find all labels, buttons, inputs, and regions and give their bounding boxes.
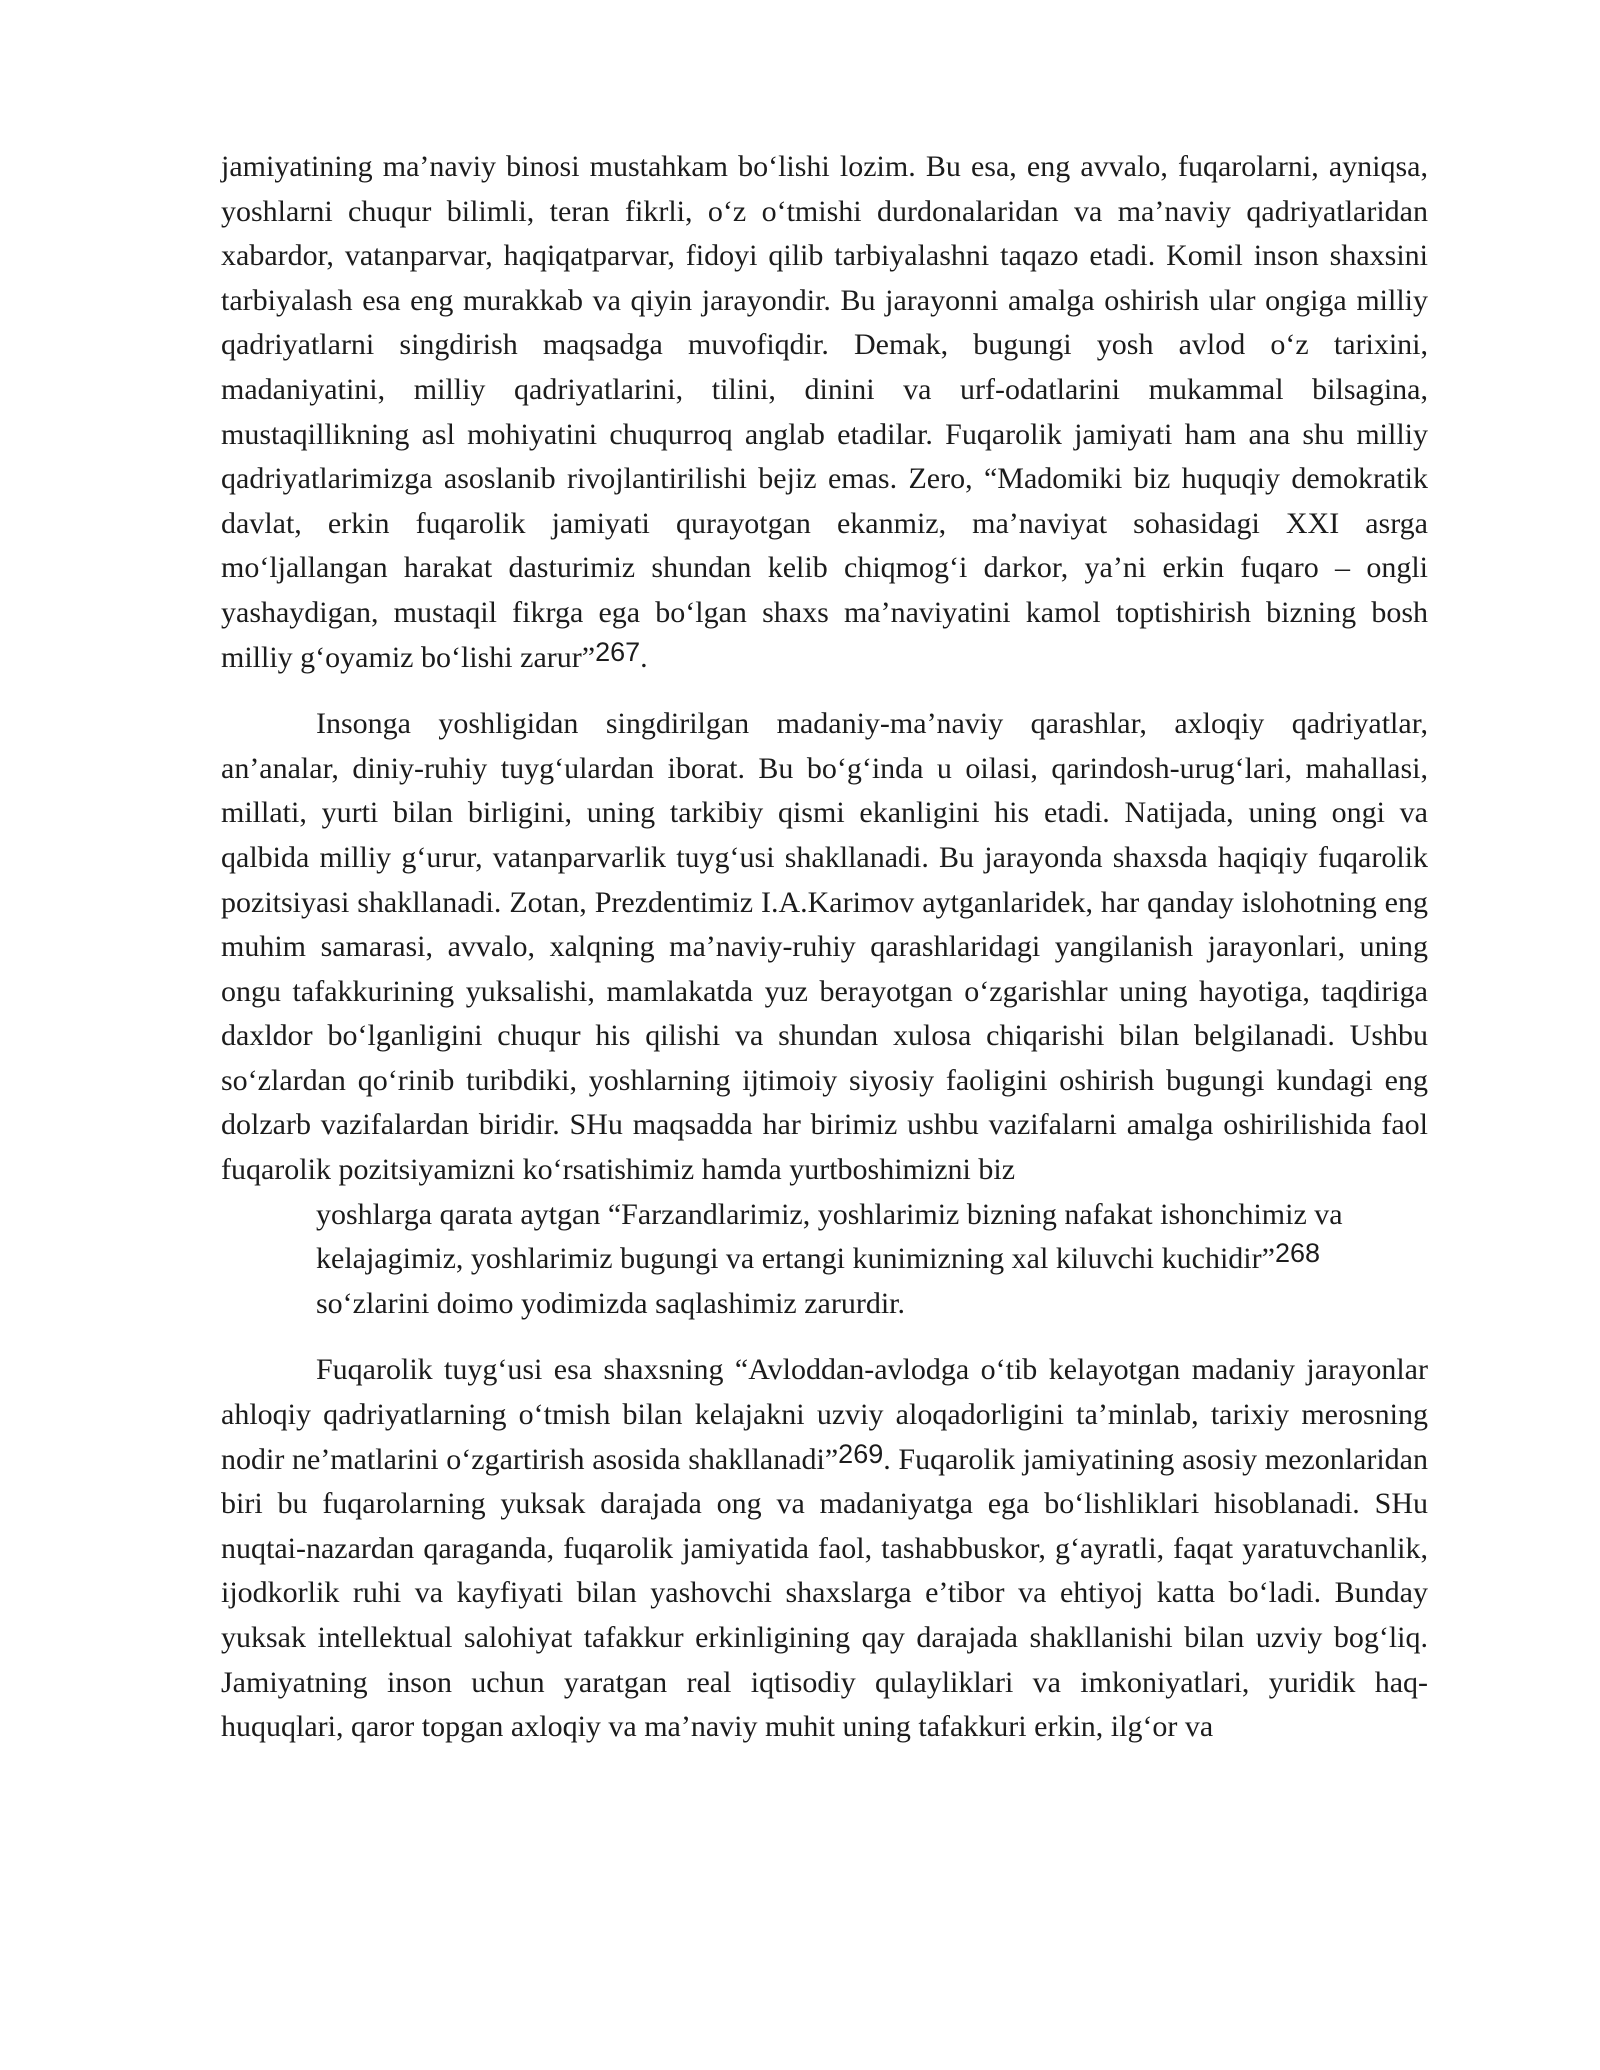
- paragraph-2-text: Insonga yoshligidan singdirilgan madaniy-ma’naviy qarashlar, axloqiy qadriyatlar, an’analar, diniy-ruhiy tuyg‘ulardan iborat. Bu bo‘g‘inda u oilasi, qarindosh-urug‘lari, mahallasi, millati, yurti bilan birligini, uning tarkibiy qismi ekanligini his etadi. Natijada, uning ongi va qalbida milliy g‘urur, vatanparvarlik tuyg‘usi shakllanadi. Bu jarayonda shaxsda haqiqiy fuqarolik pozitsiyasi shakllanadi. Zotan, Prezdentimiz I.A.Karimov aytganlaridek, har qanday islohotning eng muhim samarasi, avvalo, xalqning ma’naviy-ruhiy qarashlaridagi yangilanish jarayonlari, uning ongu tafakkurining yuksalishi, mamlakatda yuz berayotgan o‘zgarishlar uning hayotiga, taqdiriga daxldor bo‘lganligini chuqur his qilishi va shundan xulosa chiqarishi bilan belgilanadi. Ushbu so‘zlardan qo‘rinib turibdiki, yoshlarning ijtimoiy siyosiy faoligini oshirish bugungi kundagi eng dolzarb vazifalardan biridir. SHu maqsadda har birimiz ushbu vazifalarni amalga oshirilishida faol fuqarolik pozitsiyamizni ko‘rsatishimiz hamda yurtboshimizni biz: [221, 707, 1428, 1187]
- paragraph-1-end: .: [640, 640, 648, 674]
- paragraph-2: [221, 702, 1428, 1326]
- footnote-ref-267[interactable]: 267: [595, 636, 641, 667]
- paragraph-1-text: jamiyatining ma’naviy binosi mustahkam bo‘lishi lozim. Bu esa, eng avvalo, fuqarolarni, ayniqsa, yoshlarni chuqur bilimli, teran fikrli, o‘z o‘tmishi durdonalaridan va ma’naviy qadriyatlaridan xabardor, vatanparvar, haqiqatparvar, fidoyi qilib tarbiyalashni taqazo etadi. Komil inson shaxsini tarbiyalash esa eng murakkab va qiyin jarayondir. Bu jarayonni amalga oshirish ular ongiga milliy qadriyatlarni singdirish maqsadga muvofiqdir. Demak, bugungi yosh avlod o‘z tarixini, madaniyatini, milliy qadriyatlarini, tilini, dinini va urf-odatlarini mukammal bilsagina, mustaqillikning asl mohiyatini chuqurroq anglab etadilar. Fuqarolik jamiyati ham ana shu milliy qadriyatlarimizga asoslanib rivojlantirilishi bejiz emas. Zero, “Madomiki biz huquqiy demokratik davlat, erkin fuqarolik jamiyati qurayotgan ekanmiz, ma’naviyat sohasidagi XXI asrga mo‘ljallangan harakat dasturimiz shundan kelib chiqmog‘i darkor, ya’ni erkin fuqaro – ongli yashaydigan, mustaqil fikrga ega bo‘lgan shaxs ma’naviyatini kamol toptishirish bizning bosh milliy g‘oyamiz bo‘lishi zarur”: [221, 150, 1428, 674]
- footnote-ref-269[interactable]: 269: [838, 1438, 884, 1469]
- paragraph-3-text: Fuqarolik tuyg‘usi esa shaxsning “Avloddan-avlodga o‘tib kelayotgan madaniy jarayonlar ahloqiy qadriyatlarning o‘tmish bilan kelajakni uzviy aloqadorligini ta’minlab, tarixiy merosning nodir ne’matlarini o‘zgartirish asosida shakllanadi”: [221, 1353, 1428, 1476]
- paragraph-3-rest: . Fuqarolik jamiyatining asosiy mezonlaridan biri bu fuqarolarning yuksak darajada ong va madaniyatga ega bo‘lishliklari hisoblanadi. SHu nuqtai-nazardan qaraganda, fuqarolik jamiyatida faol, tashabbuskor, g‘ayratli, faqat yaratuvchanlik, ijodkorlik ruhi va kayfiyati bilan yashovchi shaxslarga e’tibor va ehtiyoj katta bo‘ladi. Bunday yuksak intellektual salohiyat tafakkur erkinligining qay darajada shakllanishi bilan uzviy bog‘liq. Jamiyatning inson uchun yaratgan real iqtisodiy qulayliklari va imkoniyatlari, yuridik haq-huquqlari, qaror topgan axloqiy va ma’naviy muhit uning tafakkuri erkin, ilg‘or va: [221, 1442, 1428, 1744]
- document-page: [221, 145, 1428, 1750]
- paragraph-3: [221, 1348, 1428, 1749]
- paragraph-2-line-2: yoshlarga qarata aytgan “Farzandlarimiz, yoshlarimiz bizning nafakat ishonchimiz va: [316, 1197, 1343, 1231]
- paragraph-2-line-3: [221, 1237, 1428, 1282]
- footnote-ref-268[interactable]: 268: [1274, 1238, 1320, 1269]
- paragraph-1: [221, 145, 1428, 680]
- paragraph-2-line-4: so‘zlarini doimo yodimizda saqlashimiz zarurdir.: [316, 1286, 906, 1320]
- paragraph-2-line-3-text: kelajagimiz, yoshlarimiz bugungi va ertangi kunimizning xal kiluvchi kuchidir”: [316, 1242, 1275, 1276]
